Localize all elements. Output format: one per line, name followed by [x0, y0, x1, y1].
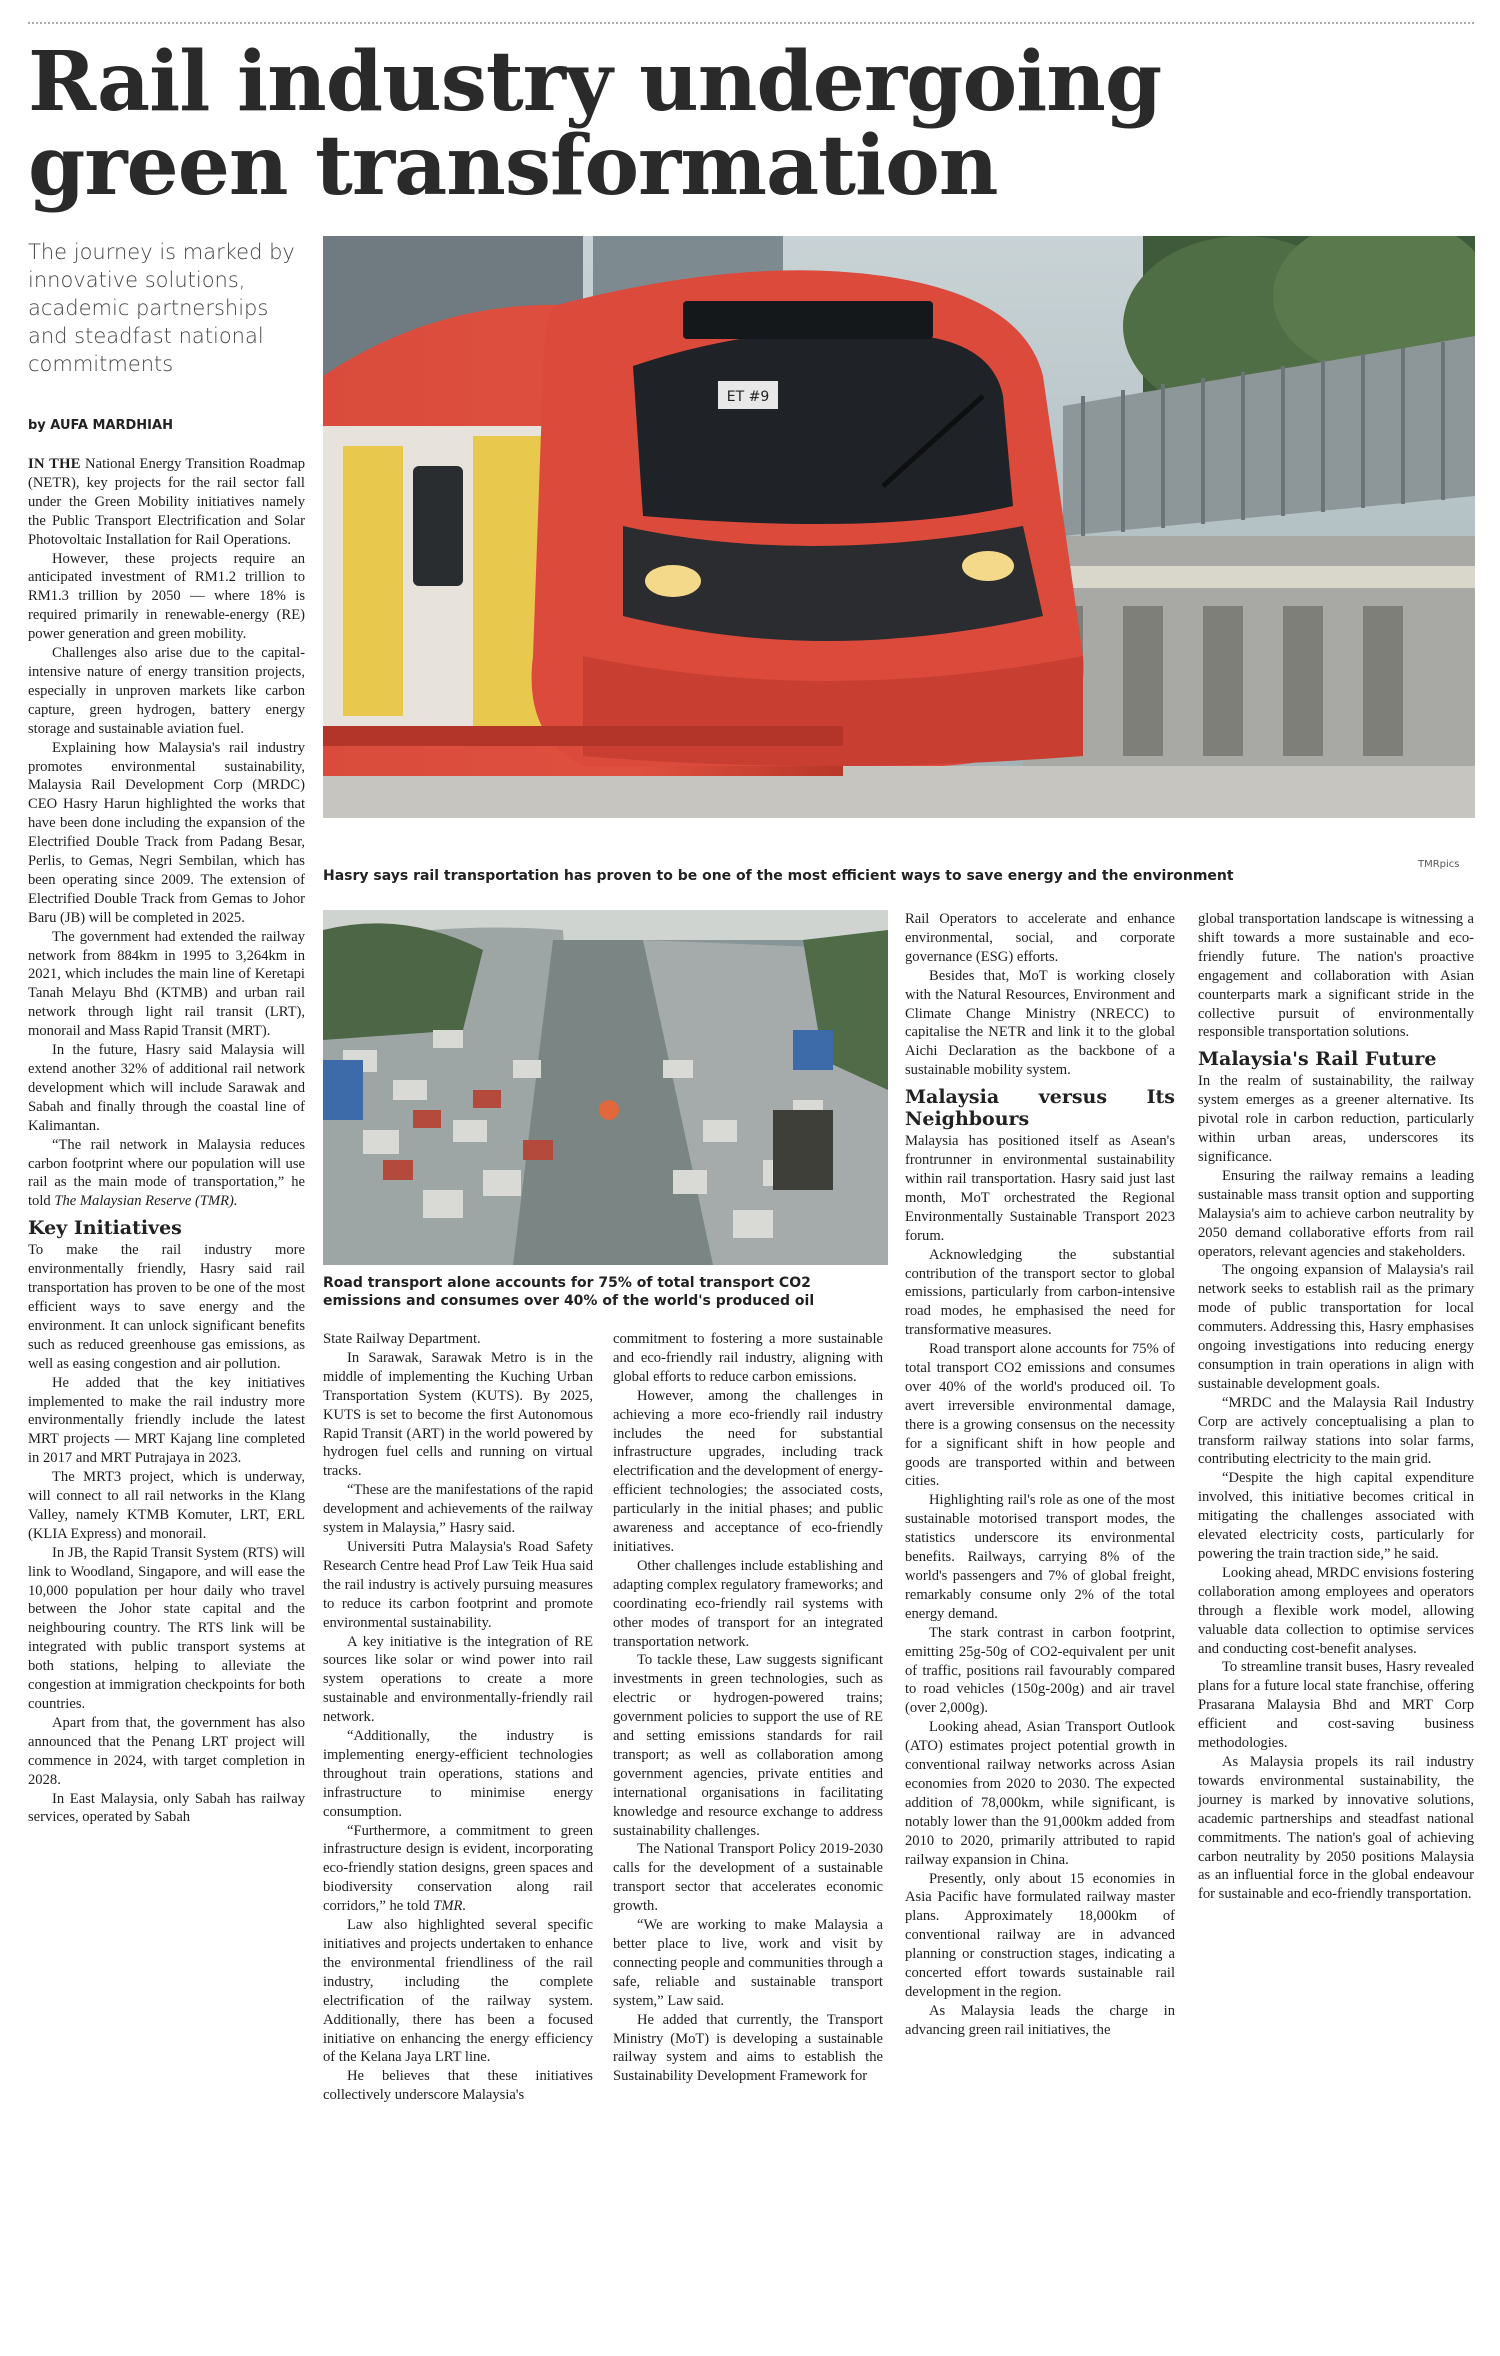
paragraph: Highlighting rail's role as one of the most sustainable motorised transport modes, the statistics underscore its environmental benefits. Railways, carrying 8% of the world's passengers and 7% of global freight, remarkably consume only 2% of the total energy demand. [905, 1492, 1175, 1622]
paragraph: As Malaysia propels its rail industry towards environmental sustainability, the journey is marked by innovative solutions, academic partnerships and steadfast national commitments. The nation's goal of achieving carbon neutrality by 2050 positions Malaysia as an influential force in the global endeavour for sustainable and eco-friendly transportation. [1198, 1753, 1474, 1903]
paragraph: Looking ahead, MRDC envisions fostering collaboration among employees and operators through a flexible work model, allowing valuable data collection to optimise services and conducting cost-benefit analyses. [1198, 1564, 1474, 1657]
paragraph: Explaining how Malaysia's rail industry promotes environmental sustainability, Malaysia Rail Development Corp (MRDC) CEO Hasry Harun highlighted the works that have been done including the expansion of the Electrified Double Track from Padang Besar, Perlis, to Gemas, Negri Sembilan, which has been operating since 2009. The extension of Electrified Double Track from Gemas to Johor Baru (JB) will be completed in 2025. [28, 739, 305, 926]
traffic-photo [323, 910, 888, 1265]
train-photo [323, 236, 1475, 818]
paragraph: Malaysia has positioned itself as Asean's frontrunner in environmental sustainability within rail transportation. Hasry said just last month, MoT orchestrated the Regional Environmentally Sustainable Transport 2023 forum. [905, 1133, 1175, 1244]
paragraph: However, among the challenges in achieving a more eco-friendly rail industry includes the need for substantial infrastructure upgrades, including track electrification and the development of energy-efficient technologies; the associated costs, particularly in the initial phases; and public awareness and acceptance of eco-friendly initiatives. [613, 1387, 884, 1555]
deck: The journey is marked by innovative solutions, academic partnerships and steadfast national commitments [28, 240, 295, 376]
paragraph: To tackle these, Law suggests significant investments in green technologies, such as electric or hydrogen-powered trains; government policies to support the use of RE and setting emissions standards for rail transport; as well as collaboration among government agencies, private entities and international organisations in facilitating knowledge and resource exchange to address sustainability challenges. [613, 1652, 883, 1839]
paragraph: Looking ahead, Asian Transport Outlook (ATO) estimates project potential growth in conventional railway networks across Asian economies from 2020 to 2030. The expected addition of 78,000km, while significant, is notably lower than the 91,000km added from 2010 to 2020, primarily attributed to rapid railway expansion in China. [905, 1719, 1175, 1868]
column-1 [28, 455, 305, 1827]
paragraph: To streamline transit buses, Hasry revealed plans for a future local state franchise, offering Prasarana Malaysia Bhd and MRT Corp efficient and cost-saving business methodologies. [1198, 1659, 1474, 1752]
paragraph: As Malaysia leads the charge in advancing green rail initiatives, the [905, 2002, 1175, 2038]
paragraph: Other challenges include establishing and adapting complex regulatory frameworks; and coordinating eco-friendly rail systems with other modes of transport for an integrated transportation network. [613, 1557, 883, 1650]
subhead-neighbours: Malaysia versus Its Neighbours [905, 1086, 1175, 1131]
paragraph: “Additionally, the industry is implementing energy-efficient technologies throughout train operations, stations and infrastructure to minimise energy consumption. [323, 1728, 593, 1820]
paragraph: The stark contrast in carbon footprint, emitting 25g-50g of CO2-equivalent per unit of traffic, positions rail favourably compared to road vehicles (150g-200g) and air travel (over 2,000g). [905, 1624, 1175, 1717]
publication-name: TMR. [433, 1898, 467, 1915]
paragraph: To make the rail industry more environmentally friendly, Hasry said rail transportation has proven to be one of the most efficient ways to save energy and the environment. It can unlock significant benefits such as reduced greenhouse gas emissions, as well as easing congestion and air pollution. [28, 1242, 305, 1372]
paragraph: Apart from that, the government has also announced that the Penang LRT project will commence in 2024, with target completion in 2028. [28, 1714, 305, 1788]
paragraph: Road transport alone accounts for 75% of total transport CO2 emissions and consumes over 40% of the world's produced oil. To avert irreversible environmental damage, there is a growing consensus on the necessity for a significant shift in how people and goods are transported within and between cities. [905, 1341, 1175, 1490]
paragraph: global transportation landscape is witnessing a shift towards a more sustainable and eco-friendly future. The nation's proactive engagement and collaboration with Asian counterparts mark a significant stride in the collective pursuit of environmentally responsible transportation solutions. [1198, 911, 1474, 1041]
paragraph: “Despite the high capital expenditure involved, this initiative becomes critical in mitigating the challenges associated with elevated electricity costs, particularly for powering the train traction side,” he said. [1198, 1470, 1474, 1562]
paragraph: In the realm of sustainability, the railway system emerges as a greener alternative. Its pivotal role in carbon reduction, particularly within urban areas, underscores its significance. [1198, 1073, 1474, 1165]
paragraph: In Sarawak, Sarawak Metro is in the middle of implementing the Kuching Urban Transportation System (KUTS). By 2025, KUTS is set to become the first Autonomous Rapid Transit (ART) in the world powered by hydrogen fuel cells and running on virtual tracks. [323, 1349, 593, 1480]
paragraph: Acknowledging the substantial contribution of the transport sector to global emissions, particularly from carbon-intensive road modes, he emphasised the need for transformative measures. [905, 1246, 1175, 1339]
paragraph: Rail Operators to accelerate and enhance environmental, social, and corporate governance (ESG) efforts. [905, 911, 1175, 965]
paragraph: He added that currently, the Transport Ministry (MoT) is developing a sustainable railway system and aims to establish the Sustainability Development Framework for [613, 2011, 883, 2085]
paragraph: commitment to fostering a more sustainable and eco-friendly rail industry, aligning with global efforts to reduce carbon emissions. [613, 1331, 883, 1385]
paragraph: He believes that these initiatives collectively underscore Malaysia's [323, 2068, 593, 2104]
column-2 [323, 1330, 593, 2105]
paragraph: The ongoing expansion of Malaysia's rail network seeks to establish rail as the primary mode of public transportation for local commuters. Addressing this, Hasry emphasises ongoing investigations into reducing energy consumption in train operations in align with sustainable development goals. [1198, 1262, 1474, 1392]
paragraph: A key initiative is the integration of RE sources like solar or wind power into rail system operations to create a more sustainable and environmentally-friendly rail network. [323, 1633, 593, 1726]
paragraph: The National Transport Policy 2019-2030 calls for the development of a sustainable transport sector that accelerates economic growth. [613, 1841, 883, 1915]
column-3 [613, 1330, 883, 2086]
subhead-rail-future: Malaysia's Rail Future [1198, 1048, 1437, 1071]
subhead-key-initiatives: Key Initiatives [28, 1217, 182, 1240]
column-5 [1198, 910, 1474, 1904]
paragraph: The government had extended the railway network from 884km in 1995 to 3,264km in 2021, which includes the main line of Keretapi Tanah Melayu Bhd (KTMB) and urban rail network through light rail transit (LRT), monorail and Mass Rapid Transit (MRT). [28, 928, 305, 1040]
paragraph: Presently, only about 15 economies in Asia Pacific have formulated railway master plans. Approximately 18,000km of conventional railway are in advanced planning or construction stages, indicating a concerted effort towards sustainable rail development in the region. [905, 1870, 1175, 2000]
paragraph: In JB, the Rapid Transit System (RTS) will link to Woodland, Singapore, and will ease the 10,000 population per hour daily who travel between the Johor state capital and the neighbouring country. The RTS link will be integrated with public transport systems at both stations, helping to alleviate the congestion at immigration checkpoints for both countries. [28, 1544, 305, 1712]
paragraph: “MRDC and the Malaysia Rail Industry Corp are actively conceptualising a plan to transform railway stations into solar farms, contributing electricity to the main grid. [1198, 1394, 1474, 1468]
paragraph: In East Malaysia, only Sabah has railway services, operated by Sabah [28, 1790, 305, 1826]
photo-credit: TMRpics [1418, 859, 1460, 870]
paragraph: “The rail network in Malaysia reduces carbon footprint where our population will use rail as the main mode of transportation,” he told [28, 1136, 305, 1210]
paragraph: Ensuring the railway remains a leading sustainable mass transit option and supporting Malaysia's aim to achieve carbon neutrality by 2050 demand collaborative efforts from rail operators, relevant agencies and stakeholders. [1198, 1167, 1474, 1260]
traffic-photo-caption: Road transport alone accounts for 75% of total transport CO2 emissions and consumes over 40% of the world's produced oil [323, 1275, 815, 1309]
paragraph: Universiti Putra Malaysia's Road Safety Research Centre head Prof Law Teik Hua said the rail industry is actively pursuing measures to reduce its carbon footprint and promote environmental sustainability. [323, 1538, 593, 1631]
lead-in: IN THE [28, 456, 81, 472]
column-4 [905, 910, 1175, 2040]
paragraph: “We are working to make Malaysia a better place to live, work and visit by connecting people and communities through a safe, reliable and sustainable transport system,” Law said. [613, 1917, 883, 2009]
paragraph: He added that the key initiatives implemented to make the rail industry more environmentally friendly include the latest MRT projects — MRT Kajang line completed in 2017 and MRT Putrajaya in 2023. [28, 1374, 305, 1467]
paragraph: In the future, Hasry said Malaysia will extend another 32% of additional rail network development which will include Sarawak and Sabah and finally through the coastal line of Kalimantan. [28, 1042, 305, 1134]
paragraph: State Railway Department. [323, 1331, 481, 1347]
paragraph: The MRT3 project, which is underway, will connect to all rail networks in the Klang Valley, namely KTMB Komuter, LRT, ERL (KLIA Express) and monorail. [28, 1469, 305, 1542]
train-number-label: ET #9 [726, 389, 770, 405]
top-rule [28, 22, 1474, 28]
headline: Rail industry undergoing green transformation [28, 34, 1162, 214]
paragraph: Law also highlighted several specific initiatives and projects undertaken to enhance the environmental friendliness of the rail industry, including the complete electrification of the railway system. Additionally, there has been a focused initiative on enhancing the energy efficiency of the Kelana Jaya LRT line. [323, 1917, 593, 2066]
paragraph: “These are the manifestations of the rapid development and achievements of the railway system in Malaysia,” Hasry said. [323, 1482, 593, 1537]
main-photo-caption: Hasry says rail transportation has proven to be one of the most efficient ways to save energy and the environment [323, 868, 1234, 884]
paragraph: “Furthermore, a commitment to green infrastructure design is evident, incorporating eco-friendly station designs, green spaces and biodiversity conservation along rail corridors,” he told [323, 1822, 593, 1915]
paragraph: National Energy Transition Roadmap (NETR), key projects for the rail sector fall under the Green Mobility initiatives namely the Public Transport Electrification and Solar Photovoltaic Installation for Rail Operations. [28, 456, 305, 548]
publication-name: The Malaysian Reserve (TMR). [54, 1193, 238, 1210]
paragraph: Challenges also arise due to the capital-intensive nature of energy transition projects, especially in unproven markets like carbon capture, green hydrogen, battery energy storage and sustainable aviation fuel. [28, 645, 305, 737]
paragraph: However, these projects require an anticipated investment of RM1.2 trillion to RM1.3 trillion by 2050 — where 18% is required primarily in renewable-energy (RE) power generation and green mobility. [28, 550, 305, 643]
byline: by AUFA MARDHIAH [28, 418, 173, 433]
paragraph: Besides that, MoT is working closely with the Natural Resources, Environment and Climate Change Ministry (NRECC) to capitalise the NETR and link it to the global Aichi Declaration as the backbone of a sustainable mobility system. [905, 967, 1175, 1079]
